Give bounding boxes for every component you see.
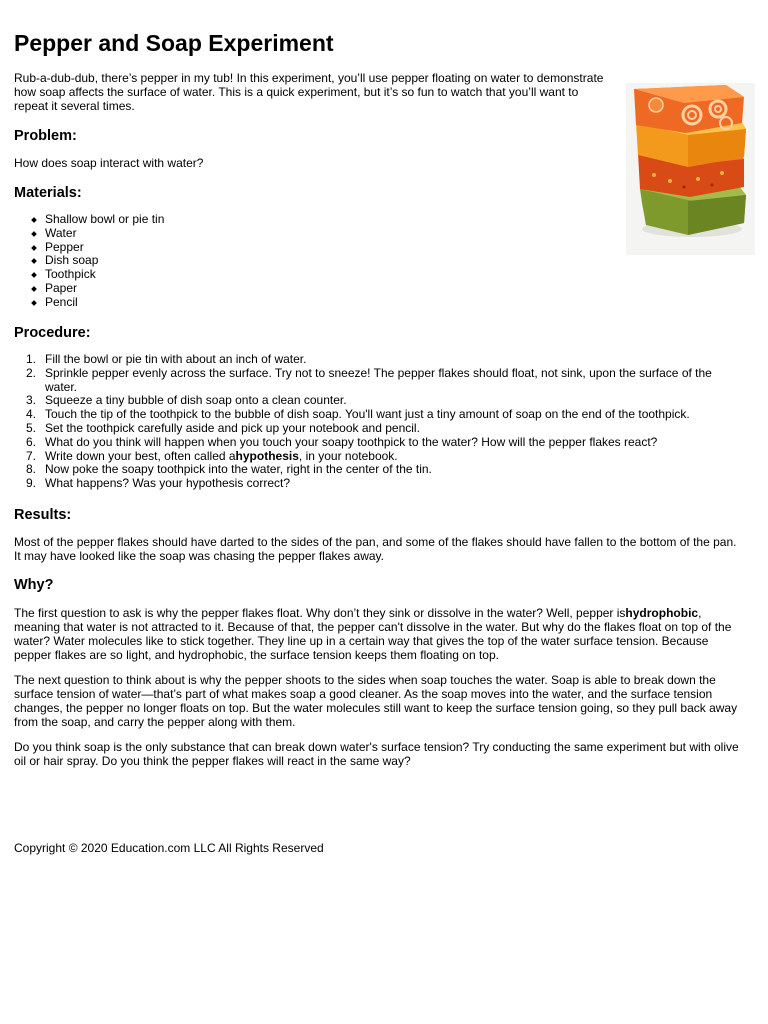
step-text: Now poke the soapy toothpick into the water, right in the center of the tin. xyxy=(45,462,432,477)
step-number: 8. xyxy=(26,462,37,477)
why-p1-after: , meaning that water is not attracted to it. Because of that, the pepper can't dissolve in the water. But why do the flakes float on top of the water? Water molecules like to stick together. They line up in a certain way that gives the top of the water surface tension. Because pepper flakes are so light, and hydrophobic, the surface tension keeps them floating on top. xyxy=(14,606,732,662)
step-text: Squeeze a tiny bubble of dish soap onto a clean counter. xyxy=(45,393,347,408)
stacked-soap-bars-image xyxy=(626,83,755,255)
list-item xyxy=(14,353,742,367)
hypothesis-term: hypothesis xyxy=(235,448,299,463)
step-number: 3. xyxy=(26,393,37,408)
list-item: Paper xyxy=(14,282,164,296)
list-item xyxy=(14,436,742,450)
problem-heading: Problem: xyxy=(14,128,77,144)
intro-paragraph: Rub-a-dub-dub, there’s pepper in my tub! In this experiment, you’ll use pepper floating on water to demonstrate how soap affects the surface of water. This is a quick experiment, but it’s so fun to watch that you’ll want to repeat it several times. xyxy=(14,71,604,113)
why-p1-before: The first question to ask is why the pepper flakes float. Why don’t they sink or dissolve in the water? Well, pepper is xyxy=(14,606,626,620)
procedure-heading: Procedure: xyxy=(14,325,91,341)
step-number: 6. xyxy=(26,434,37,449)
step-text: Sprinkle pepper evenly across the surface. Try not to sneeze! The pepper flakes should float, not sink, upon the surface of the water. xyxy=(45,365,712,394)
results-text: Most of the pepper flakes should have darted to the sides of the pan, and some of the flakes should have fallen to the bottom of the pan. It may have looked like the soap was chasing the pepper flakes away. xyxy=(14,535,737,563)
why-paragraph-2: The next question to think about is why the pepper shoots to the sides when soap touches the water. Soap is able to break down the surface tension of water—that’s part of what makes soap a good cleaner. As the soap moves into the water, and the surface tension changes, the pepper no longer floats on top. But the water molecules still want to keep the surface tension going, so they pull back away from the soap, and carry the pepper along with them. xyxy=(14,673,738,729)
step-number: 2. xyxy=(26,365,37,380)
list-item xyxy=(14,408,742,422)
list-item: Dish soap xyxy=(14,254,164,268)
step-text-before: Write down your best, often called a xyxy=(45,448,236,463)
step-number: 9. xyxy=(26,476,37,491)
why-paragraph-1 xyxy=(14,606,742,662)
step-number: 1. xyxy=(26,352,37,366)
list-item xyxy=(14,422,742,436)
list-item xyxy=(14,450,742,464)
step-text: Fill the bowl or pie tin with about an inch of water. xyxy=(45,352,307,366)
list-item: Pepper xyxy=(14,241,164,255)
materials-heading: Materials: xyxy=(14,185,82,201)
page-title: Pepper and Soap Experiment xyxy=(14,30,334,56)
why-heading: Why? xyxy=(14,577,54,593)
procedure-list xyxy=(14,353,742,491)
list-item: Pencil xyxy=(14,296,164,310)
copyright-text: Copyright © 2020 Education.com LLC All Rights Reserved xyxy=(14,841,324,855)
step-number: 7. xyxy=(26,448,37,463)
step-text: What happens? Was your hypothesis correct? xyxy=(45,476,291,491)
list-item xyxy=(14,367,742,395)
materials-list xyxy=(14,213,164,310)
list-item xyxy=(14,463,742,477)
results-heading: Results: xyxy=(14,507,72,523)
step-number: 4. xyxy=(26,407,37,422)
why-paragraph-3: Do you think soap is the only substance that can break down water's surface tension? Try conducting the same experiment but with olive oil or hair spray. Do you think the pepper flakes will react in the same way? xyxy=(14,740,739,768)
list-item xyxy=(14,394,742,408)
step-text: What do you think will happen when you touch your soapy toothpick to the water? How will the pepper flakes react? xyxy=(45,434,658,449)
step-text: Set the toothpick carefully aside and pick up your notebook and pencil. xyxy=(45,420,420,435)
problem-text: How does soap interact with water? xyxy=(14,156,204,170)
hydrophobic-term: hydrophobic xyxy=(625,606,699,620)
list-item: Shallow bowl or pie tin xyxy=(14,213,164,227)
step-text: Touch the tip of the toothpick to the bubble of dish soap. You'll want just a tiny amount of soap on the end of the toothpick. xyxy=(45,407,690,422)
list-item: Water xyxy=(14,227,164,241)
step-number: 5. xyxy=(26,420,37,435)
list-item xyxy=(14,477,742,491)
step-text-after: , in your notebook. xyxy=(298,448,398,463)
list-item: Toothpick xyxy=(14,268,164,282)
